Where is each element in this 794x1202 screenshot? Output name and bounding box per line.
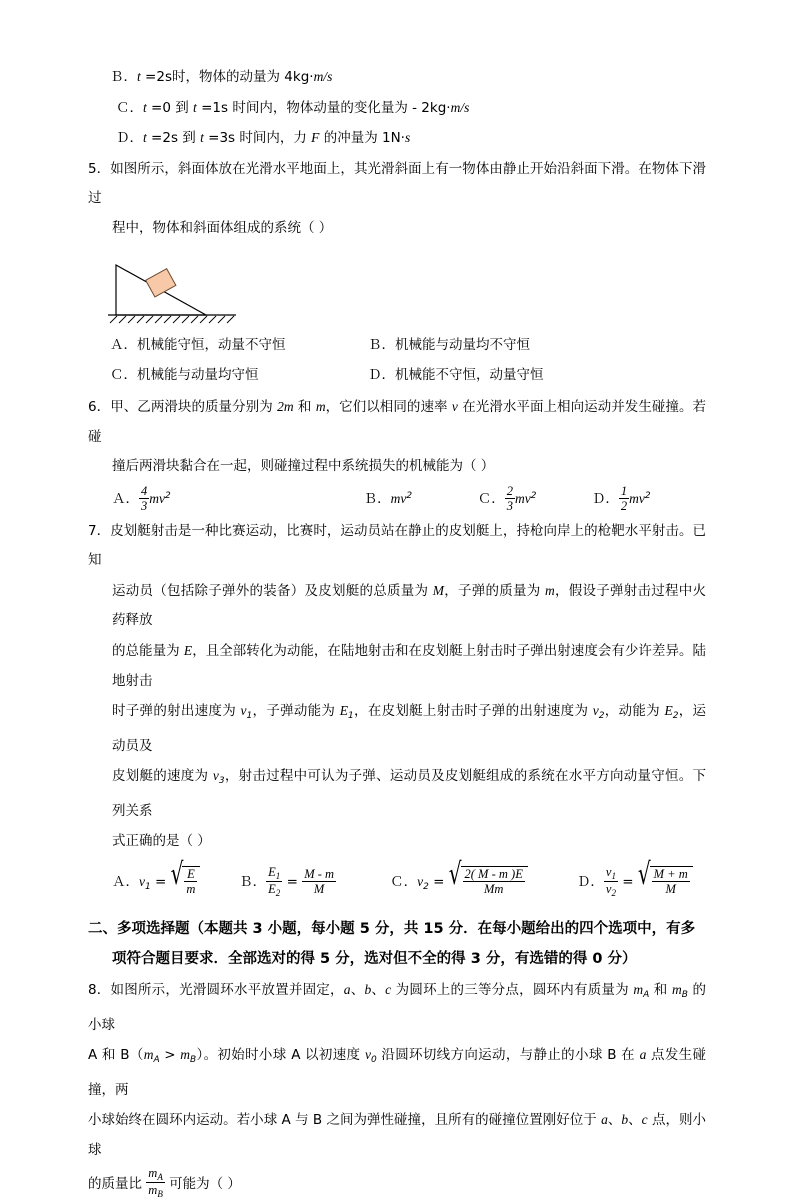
section-2-title: 二、多项选择题（本题共 3 小题，每小题 5 分，共 15 分．在每小题给出的四个选项中，有多	[88, 921, 696, 938]
section-2-heading	[88, 915, 706, 974]
option-b: Ｂ．机械能与动量均不守恒	[368, 337, 530, 354]
option-c: Ｃ．机械能与动量均守恒	[110, 366, 259, 383]
option-a: Ａ．机械能守恒，动量不守恒	[110, 337, 286, 354]
option-row: Ｄ．t =2s 到 t =3s 时间内，力 F 的冲量为 1N·s	[116, 130, 411, 146]
q8-line-2: A 和 $B(m_A > m_B)$。初始时小球 A 以初速度 $v_0$ 沿圆环切线方向运动，与静止的小球 B 在 a 点发生碰撞，两	[88, 1047, 706, 1098]
q5-stem-line1: 如图所示，斜面体放在光滑水平地面上，其光滑斜面上有一物体由静止开始沿斜面下滑。在物体下滑过	[88, 160, 707, 207]
question-5-options-row-1	[88, 331, 706, 361]
question-7	[88, 517, 706, 857]
q7-line-1: 皮划艇射击是一种比赛运动，比赛时，运动员站在静止的皮划艇上，持枪向岸上的枪靶水平射击。已知	[88, 522, 707, 569]
question-5-options-row-2	[88, 361, 706, 391]
q8-line-3: 小球始终在圆环内运动。若小球 A 与 B 之间为弹性碰撞，且所有的碰撞位置刚好位于 a、b、c 点，则小球	[88, 1112, 706, 1159]
q8-tail-text: 可能为（ ）	[169, 1175, 241, 1192]
incline-block-diagram	[106, 247, 306, 327]
option-row: Ｃ．t =0 到 t =1s 时间内，物体动量的变化量为 - 2kg·m/s	[116, 99, 470, 116]
q8-line-1: 如图所示，光滑圆环水平放置并固定，a、b、c 为圆环上的三等分点，圆环内有质量为 $m_A$ 和 $m_B$ 的小球	[88, 982, 706, 1033]
q6-stem-line1: 甲、乙两滑块的质量分别为 2m 和 m，它们以相同的速率 v 在光滑水平面上相向运动并发生碰撞。若碰	[88, 399, 707, 445]
incline-svg	[106, 247, 306, 327]
q7-line-2: 运动员（包括除子弹外的装备）及皮划艇的总质量为 M，子弹的质量为 m，假设子弹射击过程中火药释放	[112, 582, 707, 629]
q7-number: 7．	[88, 522, 111, 539]
question-6	[88, 392, 706, 482]
section-2-title-cont: 项符合题目要求．全部选对的得 5 分，选对但不全的得 3 分，有选错的得 0 分）	[112, 950, 637, 967]
option-c: Ｃ．$v_2$ = √ $\frac{2( M - m )E}{Mm}$	[390, 862, 577, 907]
option-a: Ａ． $\frac{4}{3}$ $mv^2$	[112, 483, 171, 513]
q7-line-5: 皮划艇的速度为 $v_3$，射击过程中可认为子弹、运动员及皮划艇组成的系统在水平方向动量守恒。下列关系	[112, 768, 707, 819]
option-b: Ｂ．$mv^2$	[363, 491, 413, 508]
q6-number: 6．	[88, 399, 111, 416]
option-d: Ｄ．机械能不守恒，动量守恒	[368, 366, 544, 383]
q8-line-4: 的质量比 $\frac{m_A}{m_B}$ 可能为（ ）	[88, 1166, 241, 1200]
q6-stem-line2: 撞后两滑块黏合在一起，则碰撞过程中系统损失的机械能为（ ）	[112, 458, 495, 475]
question-4-options	[88, 62, 706, 154]
q5-stem-line2: 程中，物体和斜面体组成的系统（ ）	[112, 219, 333, 236]
option-a: Ａ．$v_1$ = √ $\frac{E}{m}$	[112, 862, 239, 907]
question-8	[88, 975, 706, 1202]
option-d: Ｄ． $\frac{1}{2}$ $mv^2$	[591, 483, 651, 513]
q7-line-3: 的总能量为 E，且全部转化为动能，在陆地射击和在皮划艇上射击时子弹出射速度会有少许差异。陆地射击	[112, 642, 706, 689]
question-5	[88, 155, 706, 244]
option-c: Ｃ． $\frac{2}{3}$ $mv^2$	[477, 483, 537, 513]
q7-line-6: 式正确的是（ ）	[112, 832, 211, 849]
question-6-options	[88, 482, 706, 515]
option-b: Ｂ． $\frac{E_1}{E_2}$ = $\frac{M - m}{M}$	[239, 864, 335, 898]
option-d: Ｄ． $\frac{v_1}{v_2}$ = √ $\frac{M + m}{M}$	[577, 862, 706, 907]
q7-line-4: 时子弹的射出速度为 $v_1$，子弹动能为 $E_1$，在皮划艇上射击时子弹的出射速度为 $v_2$，动能为 $E_2$，运动员及	[112, 703, 707, 754]
q5-number: 5．	[88, 160, 111, 177]
option-row: Ｂ．t =2s时，物体的动量为 4kg·m/s	[110, 69, 333, 85]
question-7-options	[88, 854, 706, 907]
q8-number: 8．	[88, 982, 111, 999]
